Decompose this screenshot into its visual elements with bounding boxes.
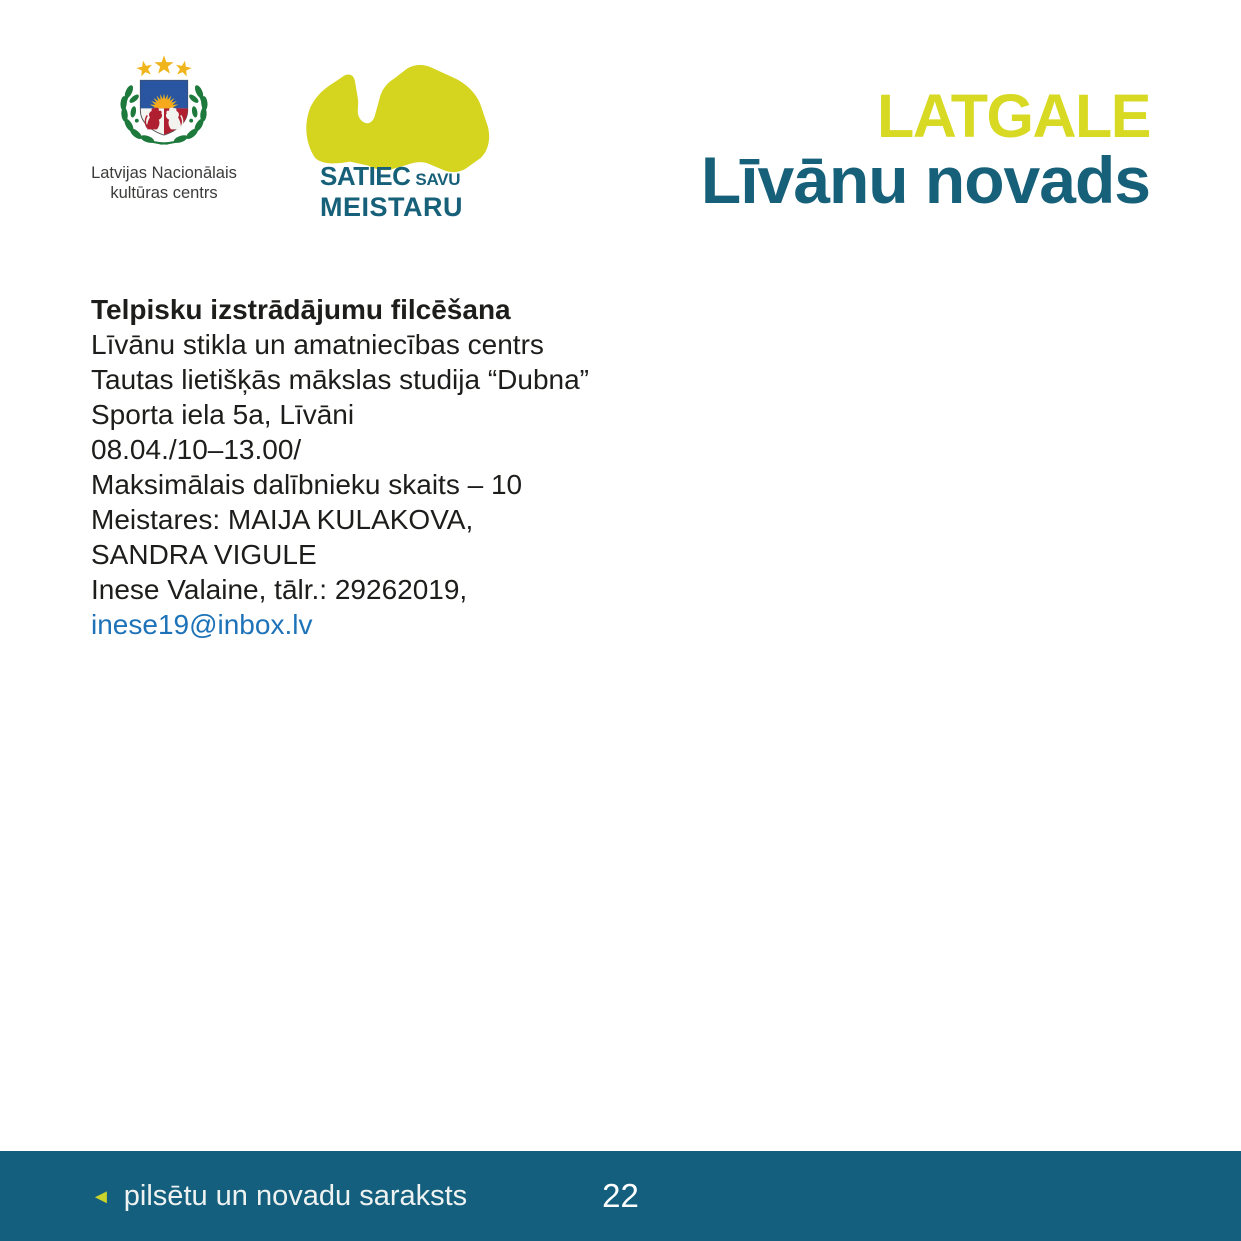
- page-number: 22: [602, 1177, 639, 1214]
- event-address: Sporta iela 5a, Līvāni: [91, 399, 355, 430]
- event-venue: Līvānu stikla un amatniecības centrs: [91, 329, 544, 360]
- email-link[interactable]: inese19@inbox.lv: [91, 609, 313, 640]
- satiec-wordmark-small: SAVU: [415, 170, 461, 189]
- event-masters-line2: SANDRA VIGULE: [91, 539, 317, 570]
- satiec-logo: [299, 58, 499, 226]
- footer-bar: [0, 1151, 1241, 1241]
- event-masters-line1: Meistares: MAIJA KULAKOVA,: [91, 504, 474, 535]
- event-max-participants: Maksimālais dalībnieku skaits – 10: [91, 469, 523, 500]
- lnkc-label-line1: Latvijas Nacionālais: [91, 164, 237, 182]
- satiec-wordmark-line2: MEISTARU: [320, 192, 463, 222]
- event-datetime: 08.04./10–13.00/: [91, 434, 302, 465]
- municipality-title: Līvānu novads: [700, 143, 1150, 217]
- satiec-wordmark-main: SATIEC: [320, 161, 411, 191]
- coat-of-arms-icon: [107, 54, 221, 161]
- lnkc-label-line2: kultūras centrs: [110, 183, 218, 202]
- lnkc-logo: [84, 54, 244, 203]
- page-titles: [700, 82, 1150, 217]
- back-link-label: pilsētu un novadu saraksts: [123, 1179, 468, 1212]
- event-contact: Inese Valaine, tālr.: 29262019,: [91, 574, 468, 605]
- region-title: LATGALE: [877, 82, 1150, 150]
- event-title: Telpisku izstrādājumu filcēšana: [91, 294, 511, 325]
- back-arrow-icon: ◄: [91, 1186, 111, 1208]
- event-studio: Tautas lietišķās mākslas studija “Dubna”: [91, 364, 589, 395]
- event-details: [91, 292, 589, 642]
